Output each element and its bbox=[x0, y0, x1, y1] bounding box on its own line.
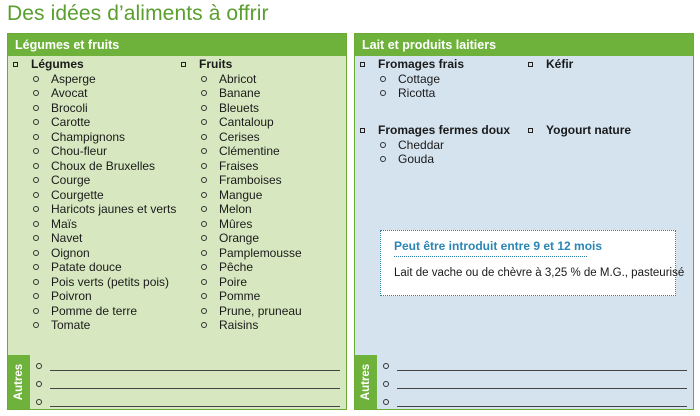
list-item: Pomme de terre bbox=[12, 304, 176, 319]
fruits-heading: Fruits bbox=[180, 57, 302, 72]
list-item: Choux de Bruxelles bbox=[12, 159, 176, 174]
info-box-title: Peut être introduit entre 9 et 12 mois bbox=[394, 239, 603, 253]
list-item: Cerises bbox=[180, 130, 302, 145]
list-item: Pamplemousse bbox=[180, 246, 302, 261]
bullet-circle-icon bbox=[201, 322, 207, 328]
bullet-circle-icon bbox=[36, 363, 42, 369]
list-item: Champignons bbox=[12, 130, 176, 145]
bullet-circle-icon bbox=[33, 177, 39, 183]
kefir-heading: Kéfir bbox=[527, 57, 573, 72]
list-item: Mûres bbox=[180, 217, 302, 232]
bullet-circle-icon bbox=[201, 250, 207, 256]
list-item: Cheddar bbox=[359, 138, 510, 153]
blank-entry-line[interactable] bbox=[36, 395, 340, 409]
bullet-circle-icon bbox=[383, 399, 389, 405]
column-kefir bbox=[527, 57, 573, 72]
bullet-circle-icon bbox=[33, 163, 39, 169]
fromages-fermes-heading: Fromages fermes doux bbox=[359, 123, 510, 138]
list-item: Pomme bbox=[180, 289, 302, 304]
panel-header-dairy: Lait et produits laitiers bbox=[355, 34, 693, 56]
legumes-heading: Légumes bbox=[12, 57, 176, 72]
column-fromages-frais bbox=[359, 57, 464, 101]
bullet-circle-icon bbox=[380, 142, 386, 148]
list-item: Chou-fleur bbox=[12, 144, 176, 159]
blank-entry-line[interactable] bbox=[383, 395, 687, 409]
panel-vegetables-fruits bbox=[7, 33, 347, 410]
column-fromages-fermes bbox=[359, 123, 510, 167]
bullet-circle-icon bbox=[33, 221, 39, 227]
bullet-circle-icon bbox=[33, 148, 39, 154]
bullet-circle-icon bbox=[33, 119, 39, 125]
bullet-circle-icon bbox=[201, 119, 207, 125]
bullet-circle-icon bbox=[383, 363, 389, 369]
bullet-circle-icon bbox=[201, 293, 207, 299]
list-item: Maïs bbox=[12, 217, 176, 232]
list-item: Poivron bbox=[12, 289, 176, 304]
list-item: Mangue bbox=[180, 188, 302, 203]
bullet-circle-icon bbox=[201, 76, 207, 82]
list-item: Gouda bbox=[359, 152, 510, 167]
blank-entry-line[interactable] bbox=[36, 359, 340, 373]
bullet-circle-icon bbox=[33, 235, 39, 241]
bullet-circle-icon bbox=[33, 308, 39, 314]
info-box-text: Lait de vache ou de chèvre à 3,25 % de M.G., pasteurisé bbox=[394, 267, 685, 279]
fromages-frais-heading: Fromages frais bbox=[359, 57, 464, 72]
list-item: Avocat bbox=[12, 86, 176, 101]
list-item: Framboises bbox=[180, 173, 302, 188]
list-item: Abricot bbox=[180, 72, 302, 87]
bullet-circle-icon bbox=[383, 381, 389, 387]
list-item: Ricotta bbox=[359, 86, 464, 101]
list-item: Brocoli bbox=[12, 101, 176, 116]
legumes-list bbox=[12, 72, 176, 333]
bullet-circle-icon bbox=[201, 221, 207, 227]
bullet-circle-icon bbox=[201, 192, 207, 198]
bullet-circle-icon bbox=[380, 156, 386, 162]
page-title: Des idées d’aliments à offrir bbox=[7, 2, 269, 25]
list-item: Pois verts (petits pois) bbox=[12, 275, 176, 290]
checkbox-square-icon bbox=[528, 128, 533, 133]
bullet-circle-icon bbox=[33, 134, 39, 140]
bullet-circle-icon bbox=[33, 206, 39, 212]
info-box-divider bbox=[394, 256, 587, 257]
autres-section-vegetables bbox=[8, 355, 346, 409]
checkbox-square-icon bbox=[181, 62, 186, 67]
info-box-9-12-months bbox=[380, 230, 685, 296]
bullet-circle-icon bbox=[201, 235, 207, 241]
list-item: Fraises bbox=[180, 159, 302, 174]
bullet-circle-icon bbox=[380, 90, 386, 96]
blank-entry-line[interactable] bbox=[383, 377, 687, 391]
fromages-frais-list bbox=[359, 72, 464, 101]
bullet-circle-icon bbox=[33, 322, 39, 328]
bullet-circle-icon bbox=[201, 105, 207, 111]
fruits-list bbox=[180, 72, 302, 333]
checkbox-square-icon bbox=[528, 62, 533, 67]
bullet-circle-icon bbox=[33, 90, 39, 96]
autres-section-dairy bbox=[355, 355, 693, 409]
autres-tab: Autres bbox=[8, 355, 30, 409]
bullet-circle-icon bbox=[201, 308, 207, 314]
list-item: Bleuets bbox=[180, 101, 302, 116]
autres-tab: Autres bbox=[355, 355, 377, 409]
bullet-circle-icon bbox=[33, 293, 39, 299]
bullet-circle-icon bbox=[201, 90, 207, 96]
blank-entry-line[interactable] bbox=[36, 377, 340, 391]
list-item: Melon bbox=[180, 202, 302, 217]
list-item: Asperge bbox=[12, 72, 176, 87]
list-item: Haricots jaunes et verts bbox=[12, 202, 176, 217]
panel-header-vegetables-fruits: Légumes et fruits bbox=[8, 34, 346, 56]
fromages-fermes-list bbox=[359, 138, 510, 167]
checkbox-square-icon bbox=[360, 62, 365, 67]
list-item: Banane bbox=[180, 86, 302, 101]
list-item: Prune, pruneau bbox=[180, 304, 302, 319]
bullet-circle-icon bbox=[33, 76, 39, 82]
bullet-circle-icon bbox=[33, 192, 39, 198]
list-item: Patate douce bbox=[12, 260, 176, 275]
column-legumes bbox=[12, 57, 176, 333]
list-item: Cantaloup bbox=[180, 115, 302, 130]
bullet-circle-icon bbox=[201, 177, 207, 183]
bullet-circle-icon bbox=[33, 105, 39, 111]
bullet-circle-icon bbox=[36, 381, 42, 387]
checkbox-square-icon bbox=[360, 128, 365, 133]
column-fruits bbox=[180, 57, 302, 333]
list-item: Navet bbox=[12, 231, 176, 246]
list-item: Poire bbox=[180, 275, 302, 290]
bullet-circle-icon bbox=[201, 163, 207, 169]
bullet-circle-icon bbox=[201, 206, 207, 212]
bullet-circle-icon bbox=[33, 264, 39, 270]
bullet-circle-icon bbox=[201, 279, 207, 285]
list-item: Orange bbox=[180, 231, 302, 246]
column-yogourt bbox=[527, 123, 631, 138]
list-item: Cottage bbox=[359, 72, 464, 87]
yogourt-heading: Yogourt nature bbox=[527, 123, 631, 138]
bullet-circle-icon bbox=[33, 250, 39, 256]
checkbox-square-icon bbox=[13, 62, 18, 67]
bullet-circle-icon bbox=[201, 134, 207, 140]
list-item: Carotte bbox=[12, 115, 176, 130]
blank-entry-line[interactable] bbox=[383, 359, 687, 373]
bullet-circle-icon bbox=[380, 76, 386, 82]
panel-dairy bbox=[354, 33, 694, 410]
bullet-circle-icon bbox=[201, 148, 207, 154]
bullet-circle-icon bbox=[33, 279, 39, 285]
list-item: Courge bbox=[12, 173, 176, 188]
list-item: Raisins bbox=[180, 318, 302, 333]
bullet-circle-icon bbox=[36, 399, 42, 405]
list-item: Tomate bbox=[12, 318, 176, 333]
list-item: Clémentine bbox=[180, 144, 302, 159]
list-item: Pêche bbox=[180, 260, 302, 275]
list-item: Oignon bbox=[12, 246, 176, 261]
bullet-circle-icon bbox=[201, 264, 207, 270]
list-item: Courgette bbox=[12, 188, 176, 203]
